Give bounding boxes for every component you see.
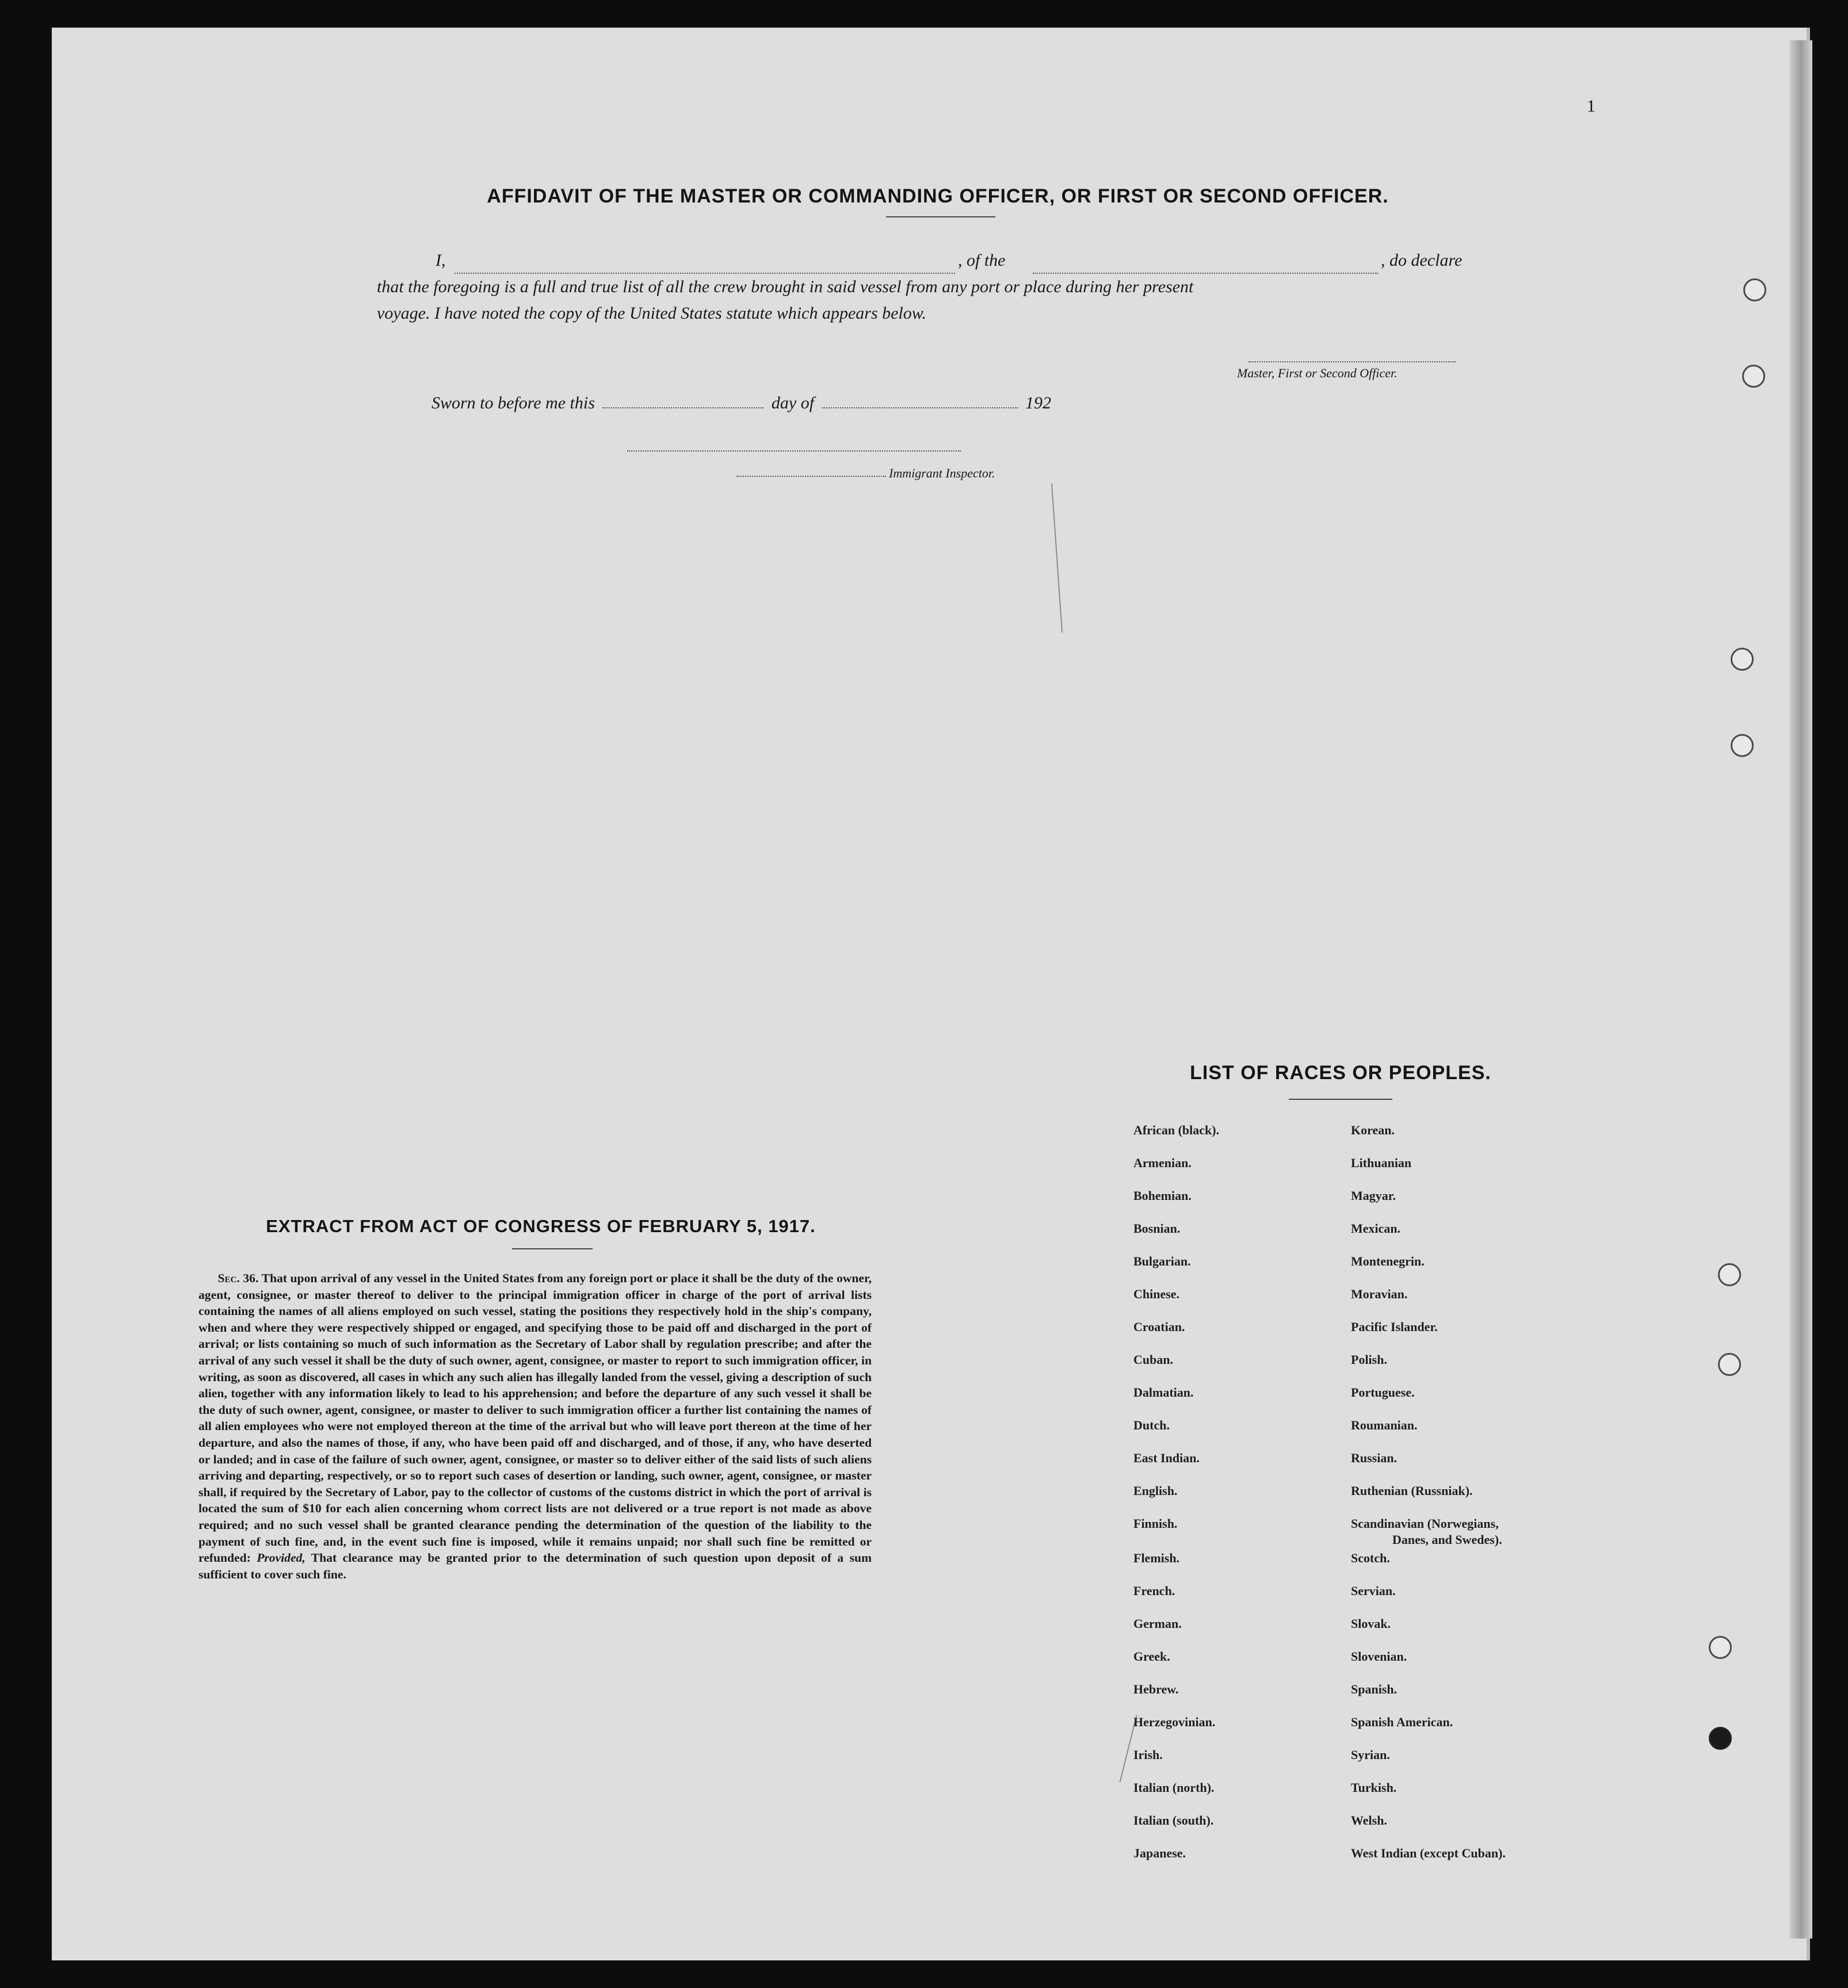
binder-hole	[1743, 278, 1766, 301]
race-item: Dalmatian.	[1133, 1385, 1194, 1400]
vessel-name-blank	[1033, 273, 1378, 274]
affidavit-title: AFFIDAVIT OF THE MASTER OR COMMANDING OFFICER, OR FIRST OR SECOND OFFICER.	[487, 185, 1389, 207]
race-item: English.	[1133, 1484, 1178, 1498]
provided-word: Provided,	[257, 1551, 306, 1565]
race-item: Spanish.	[1351, 1682, 1398, 1696]
declaration-line-1	[377, 247, 1493, 274]
race-item: Portuguese.	[1351, 1385, 1415, 1400]
binder-hole	[1731, 734, 1754, 757]
binder-hole	[1718, 1353, 1741, 1376]
race-item: Polish.	[1351, 1352, 1387, 1367]
race-item: Irish.	[1133, 1748, 1163, 1762]
race-item: Armenian.	[1133, 1156, 1192, 1170]
race-item: African (black).	[1133, 1123, 1220, 1137]
section-tail: That clearance may be granted prior to the determination of such question upon deposit of a sum sufficient to cover such fine.	[198, 1551, 872, 1581]
race-item: West Indian (except Cuban).	[1351, 1846, 1506, 1860]
race-item: Japanese.	[1133, 1846, 1186, 1860]
statute-section-36	[198, 1270, 872, 1582]
race-item: Bohemian.	[1133, 1188, 1192, 1203]
section-body: That upon arrival of any vessel in the United States from any foreign port or place it shall be the duty of the owner, agent, consignee, or master thereof to deliver to the principal immigration officer in charge of the port of arrival lists containing the names of all aliens employed on such vessel, stating the positions they respectively hold in the ship's company, when and where they were respectively shipped or engaged, and specifying those to be paid off and discharged in the port of arrival; or lists containing so much of such information as the Secretary of Labor shall by regulation prescribe; and after the arrival of any such vessel it shall be the duty of such owner, agent, consignee, or master to report to such immigration officer, in writing, as soon as discovered, all cases in which any such alien has illegally landed from the vessel, giving a description of such alien, together with any information likely to lead to his apprehension; and before the departure of any such vessel it shall be the duty of such owner, agent, consignee, or master to deliver to such immigration officer a further list containing the names of all alien employees who were not employed thereon at the time of the arrival but who will leave port thereon at the time of her departure, and also the names of those, if any, who have been paid off and discharged, and of those, if any, who have deserted or landed; and in case of the failure of such owner, agent, consignee, or master so to deliver either of the said lists of such aliens arriving and departing, respectively, or so to report such cases of desertion or landing, such owner, agent, consignee, or master shall, if required by the Secretary of Labor, pay to the collector of customs of the customs district in which the port of arrival is located the sum of $10 for each alien concerning whom correct lists are not delivered or a true report is not made as above required; and no such vessel shall be granted clearance pending the determination of the question of the liability to the payment of such fine, and, in the event such fine is imposed, while it remains unpaid; nor shall such fine be remitted or refunded:	[198, 1271, 872, 1565]
extract-title-underline	[512, 1248, 593, 1249]
race-item: Ruthenian (Russniak).	[1351, 1484, 1473, 1498]
race-item: Greek.	[1133, 1649, 1170, 1664]
race-item: German.	[1133, 1616, 1182, 1631]
declarant-prefix: I,	[436, 251, 446, 270]
binder-hole	[1731, 648, 1754, 671]
race-item: Hebrew.	[1133, 1682, 1179, 1696]
race-item: Slovenian.	[1351, 1649, 1407, 1664]
declaration-line-3: voyage. I have noted the copy of the United States statute which appears below.	[377, 304, 927, 323]
inspector-caption: Immigrant Inspector.	[889, 466, 995, 480]
race-item: Italian (north).	[1133, 1780, 1215, 1795]
race-item: East Indian.	[1133, 1451, 1200, 1465]
race-item-continued: Danes, and Swedes).	[1392, 1532, 1502, 1547]
race-item: Bosnian.	[1133, 1221, 1181, 1236]
signature-caption: Master, First or Second Officer.	[1237, 366, 1398, 380]
binder-hole	[1718, 1263, 1741, 1286]
race-item: Dutch.	[1133, 1418, 1170, 1432]
page-edge	[1789, 40, 1812, 1939]
race-item: Korean.	[1351, 1123, 1395, 1137]
inspector-signature-line	[627, 450, 961, 452]
do-declare-text: , do declare	[1381, 251, 1463, 270]
sworn-line	[432, 393, 1051, 413]
affidavit-declaration	[377, 247, 1493, 327]
sworn-month-blank	[822, 407, 1018, 408]
race-item: Servian.	[1351, 1584, 1396, 1598]
race-item: Syrian.	[1351, 1748, 1390, 1762]
extract-title: EXTRACT FROM ACT OF CONGRESS OF FEBRUARY 5, 1917.	[266, 1216, 816, 1236]
races-title: LIST OF RACES OR PEOPLES.	[1190, 1062, 1491, 1084]
section-label: Sec. 36.	[217, 1271, 259, 1285]
race-item: Montenegrin.	[1351, 1254, 1425, 1268]
binder-hole	[1709, 1636, 1732, 1659]
race-item: Magyar.	[1351, 1188, 1396, 1203]
race-item: Russian.	[1351, 1451, 1398, 1465]
race-item: Turkish.	[1351, 1780, 1397, 1795]
race-item: French.	[1133, 1584, 1175, 1598]
race-item: Bulgarian.	[1133, 1254, 1191, 1268]
race-item: Spanish American.	[1351, 1715, 1453, 1729]
officer-name-blank	[455, 273, 955, 274]
race-item: Welsh.	[1351, 1813, 1387, 1828]
race-item: Scandinavian (Norwegians,	[1351, 1516, 1499, 1531]
race-item: Moravian.	[1351, 1287, 1408, 1301]
race-item: Pacific Islander.	[1351, 1320, 1438, 1334]
binder-hole	[1742, 365, 1765, 388]
race-item: Scotch.	[1351, 1551, 1390, 1565]
race-item: Finnish.	[1133, 1516, 1178, 1531]
race-item: Mexican.	[1351, 1221, 1401, 1236]
title-underline	[886, 216, 995, 217]
race-item: Chinese.	[1133, 1287, 1180, 1301]
sworn-day-of: day of	[771, 393, 815, 412]
binder-hole	[1709, 1727, 1732, 1750]
officer-signature-line	[1248, 361, 1456, 362]
races-title-underline	[1289, 1099, 1392, 1100]
race-item: Roumanian.	[1351, 1418, 1418, 1432]
race-item: Flemish.	[1133, 1551, 1180, 1565]
race-item: Croatian.	[1133, 1320, 1185, 1334]
sworn-day-blank	[602, 407, 763, 408]
inspector-leader-line	[736, 476, 886, 477]
race-item: Cuban.	[1133, 1352, 1174, 1367]
race-item: Herzegovinian.	[1133, 1715, 1216, 1729]
of-the-text: , of the	[958, 251, 1006, 270]
race-item: Italian (south).	[1133, 1813, 1214, 1828]
sworn-prefix: Sworn to before me this	[432, 393, 595, 412]
margin-mark: 1	[1587, 97, 1595, 116]
race-item: Lithuanian	[1351, 1156, 1412, 1170]
race-item: Slovak.	[1351, 1616, 1391, 1631]
sworn-year: 192	[1025, 393, 1052, 412]
declaration-line-2: that the foregoing is a full and true list of all the crew brought in said vessel from any port or place during her present	[377, 277, 1194, 296]
bleed-through-shadow	[98, 132, 1709, 173]
